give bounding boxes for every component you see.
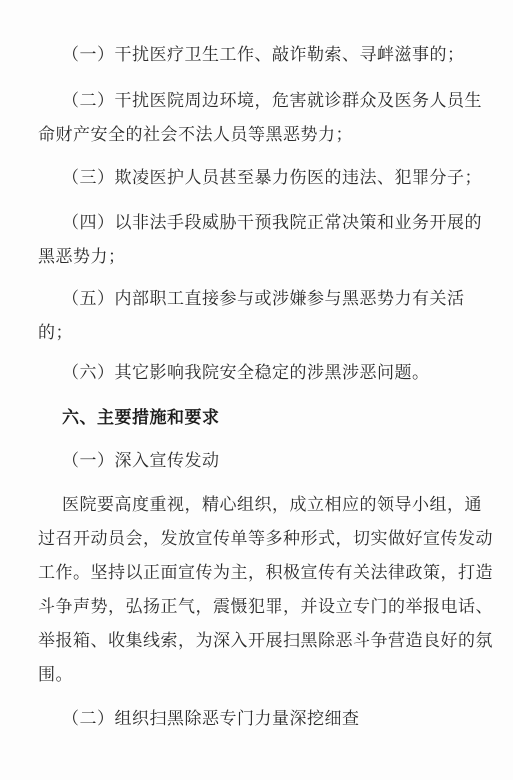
sub-heading-publicity: （一）深入宣传发动 [62,451,220,471]
list-item-2-line-1: （二）干扰医院周边环境，危害就诊群众及医务人员生 [62,91,482,111]
list-item-2-line-2: 命财产安全的社会不法人员等黑恶势力； [38,125,353,145]
list-item-5-line-2: 的； [38,323,73,343]
body-line-4: 斗争声势，弘扬正气，震慑犯罪，并设立专门的举报电话、 [38,597,493,617]
list-item-4-line-2: 黑恶势力； [38,247,126,267]
section-heading: 六、主要措施和要求 [62,408,220,428]
body-line-2: 过召开动员会，发放宣传单等多种形式，切实做好宣传发动 [38,529,493,549]
body-line-6: 围。 [38,665,73,685]
body-line-1: 医院要高度重视，精心组织，成立相应的领导小组，通 [62,495,482,515]
body-line-5: 举报箱、收集线索，为深入开展扫黑除恶斗争营造良好的氛 [38,631,493,651]
list-item-6: （六）其它影响我院安全稳定的涉黑涉恶问题。 [62,363,430,383]
body-line-3: 工作。坚持以正面宣传为主，积极宣传有关法律政策，打造 [38,563,493,583]
sub-heading-investigation: （二）组织扫黑除恶专门力量深挖细查 [62,709,360,729]
list-item-3: （三）欺凌医护人员甚至暴力伤医的违法、犯罪分子； [62,168,482,188]
list-item-1: （一）干扰医疗卫生工作、敲诈勒索、寻衅滋事的； [62,45,465,65]
list-item-4-line-1: （四）以非法手段威胁干预我院正常决策和业务开展的 [62,213,482,233]
list-item-5-line-1: （五）内部职工直接参与或涉嫌参与黑恶势力有关活 [62,289,465,309]
